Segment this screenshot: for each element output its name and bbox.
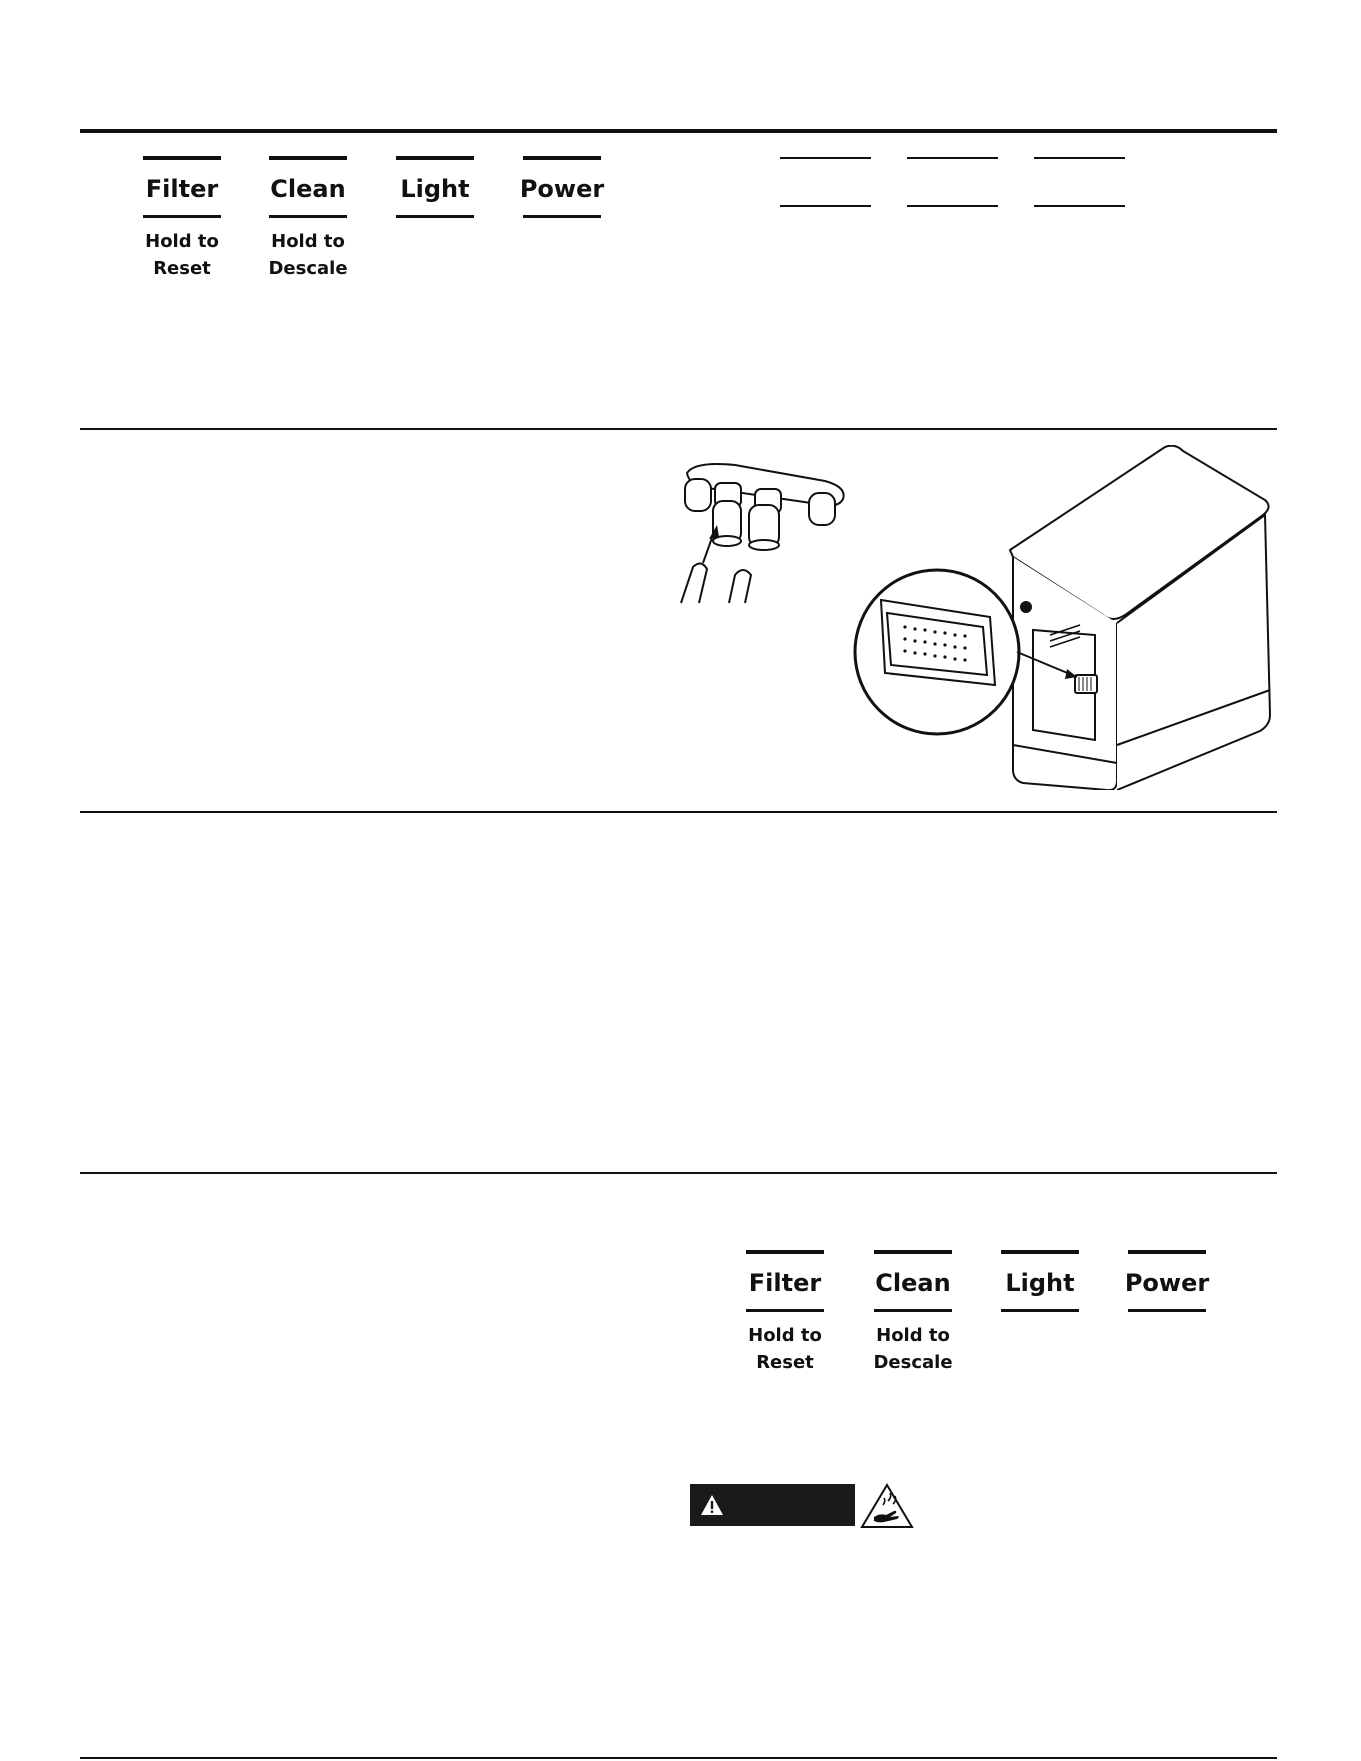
- section-divider-4: [80, 1172, 1277, 1174]
- section-divider-bottom: [80, 1757, 1277, 1759]
- light-button-label: Light: [1005, 1269, 1075, 1297]
- blank-line: [907, 205, 998, 207]
- clean-button-label: Clean: [270, 175, 346, 203]
- filter-button-label: Filter: [748, 1269, 822, 1297]
- clean-button-hint: Hold to Descale: [268, 231, 348, 279]
- hand-hazard-icon: [860, 1483, 914, 1529]
- section-divider-top: [80, 129, 1277, 133]
- power-button-label: Power: [1124, 1269, 1210, 1297]
- blank-line: [1034, 205, 1125, 207]
- power-button-label: Power: [519, 175, 605, 203]
- light-button-label: Light: [400, 175, 470, 203]
- clean-button-hint: Hold to Descale: [873, 1325, 953, 1373]
- blank-line: [780, 157, 871, 159]
- blank-line: [1034, 157, 1125, 159]
- drain-cap-illustration: [675, 455, 855, 605]
- warning-triangle-icon: [700, 1494, 724, 1516]
- clean-button-label: Clean: [875, 1269, 951, 1297]
- filter-button-hint: Hold to Reset: [145, 231, 219, 279]
- filter-button-label: Filter: [145, 175, 219, 203]
- ice-maker-illustration: [845, 445, 1275, 790]
- section-divider-2: [80, 428, 1277, 430]
- blank-line: [907, 157, 998, 159]
- warning-banner: [690, 1484, 855, 1526]
- blank-line: [780, 205, 871, 207]
- section-divider-3: [80, 811, 1277, 813]
- filter-button-hint: Hold to Reset: [748, 1325, 822, 1373]
